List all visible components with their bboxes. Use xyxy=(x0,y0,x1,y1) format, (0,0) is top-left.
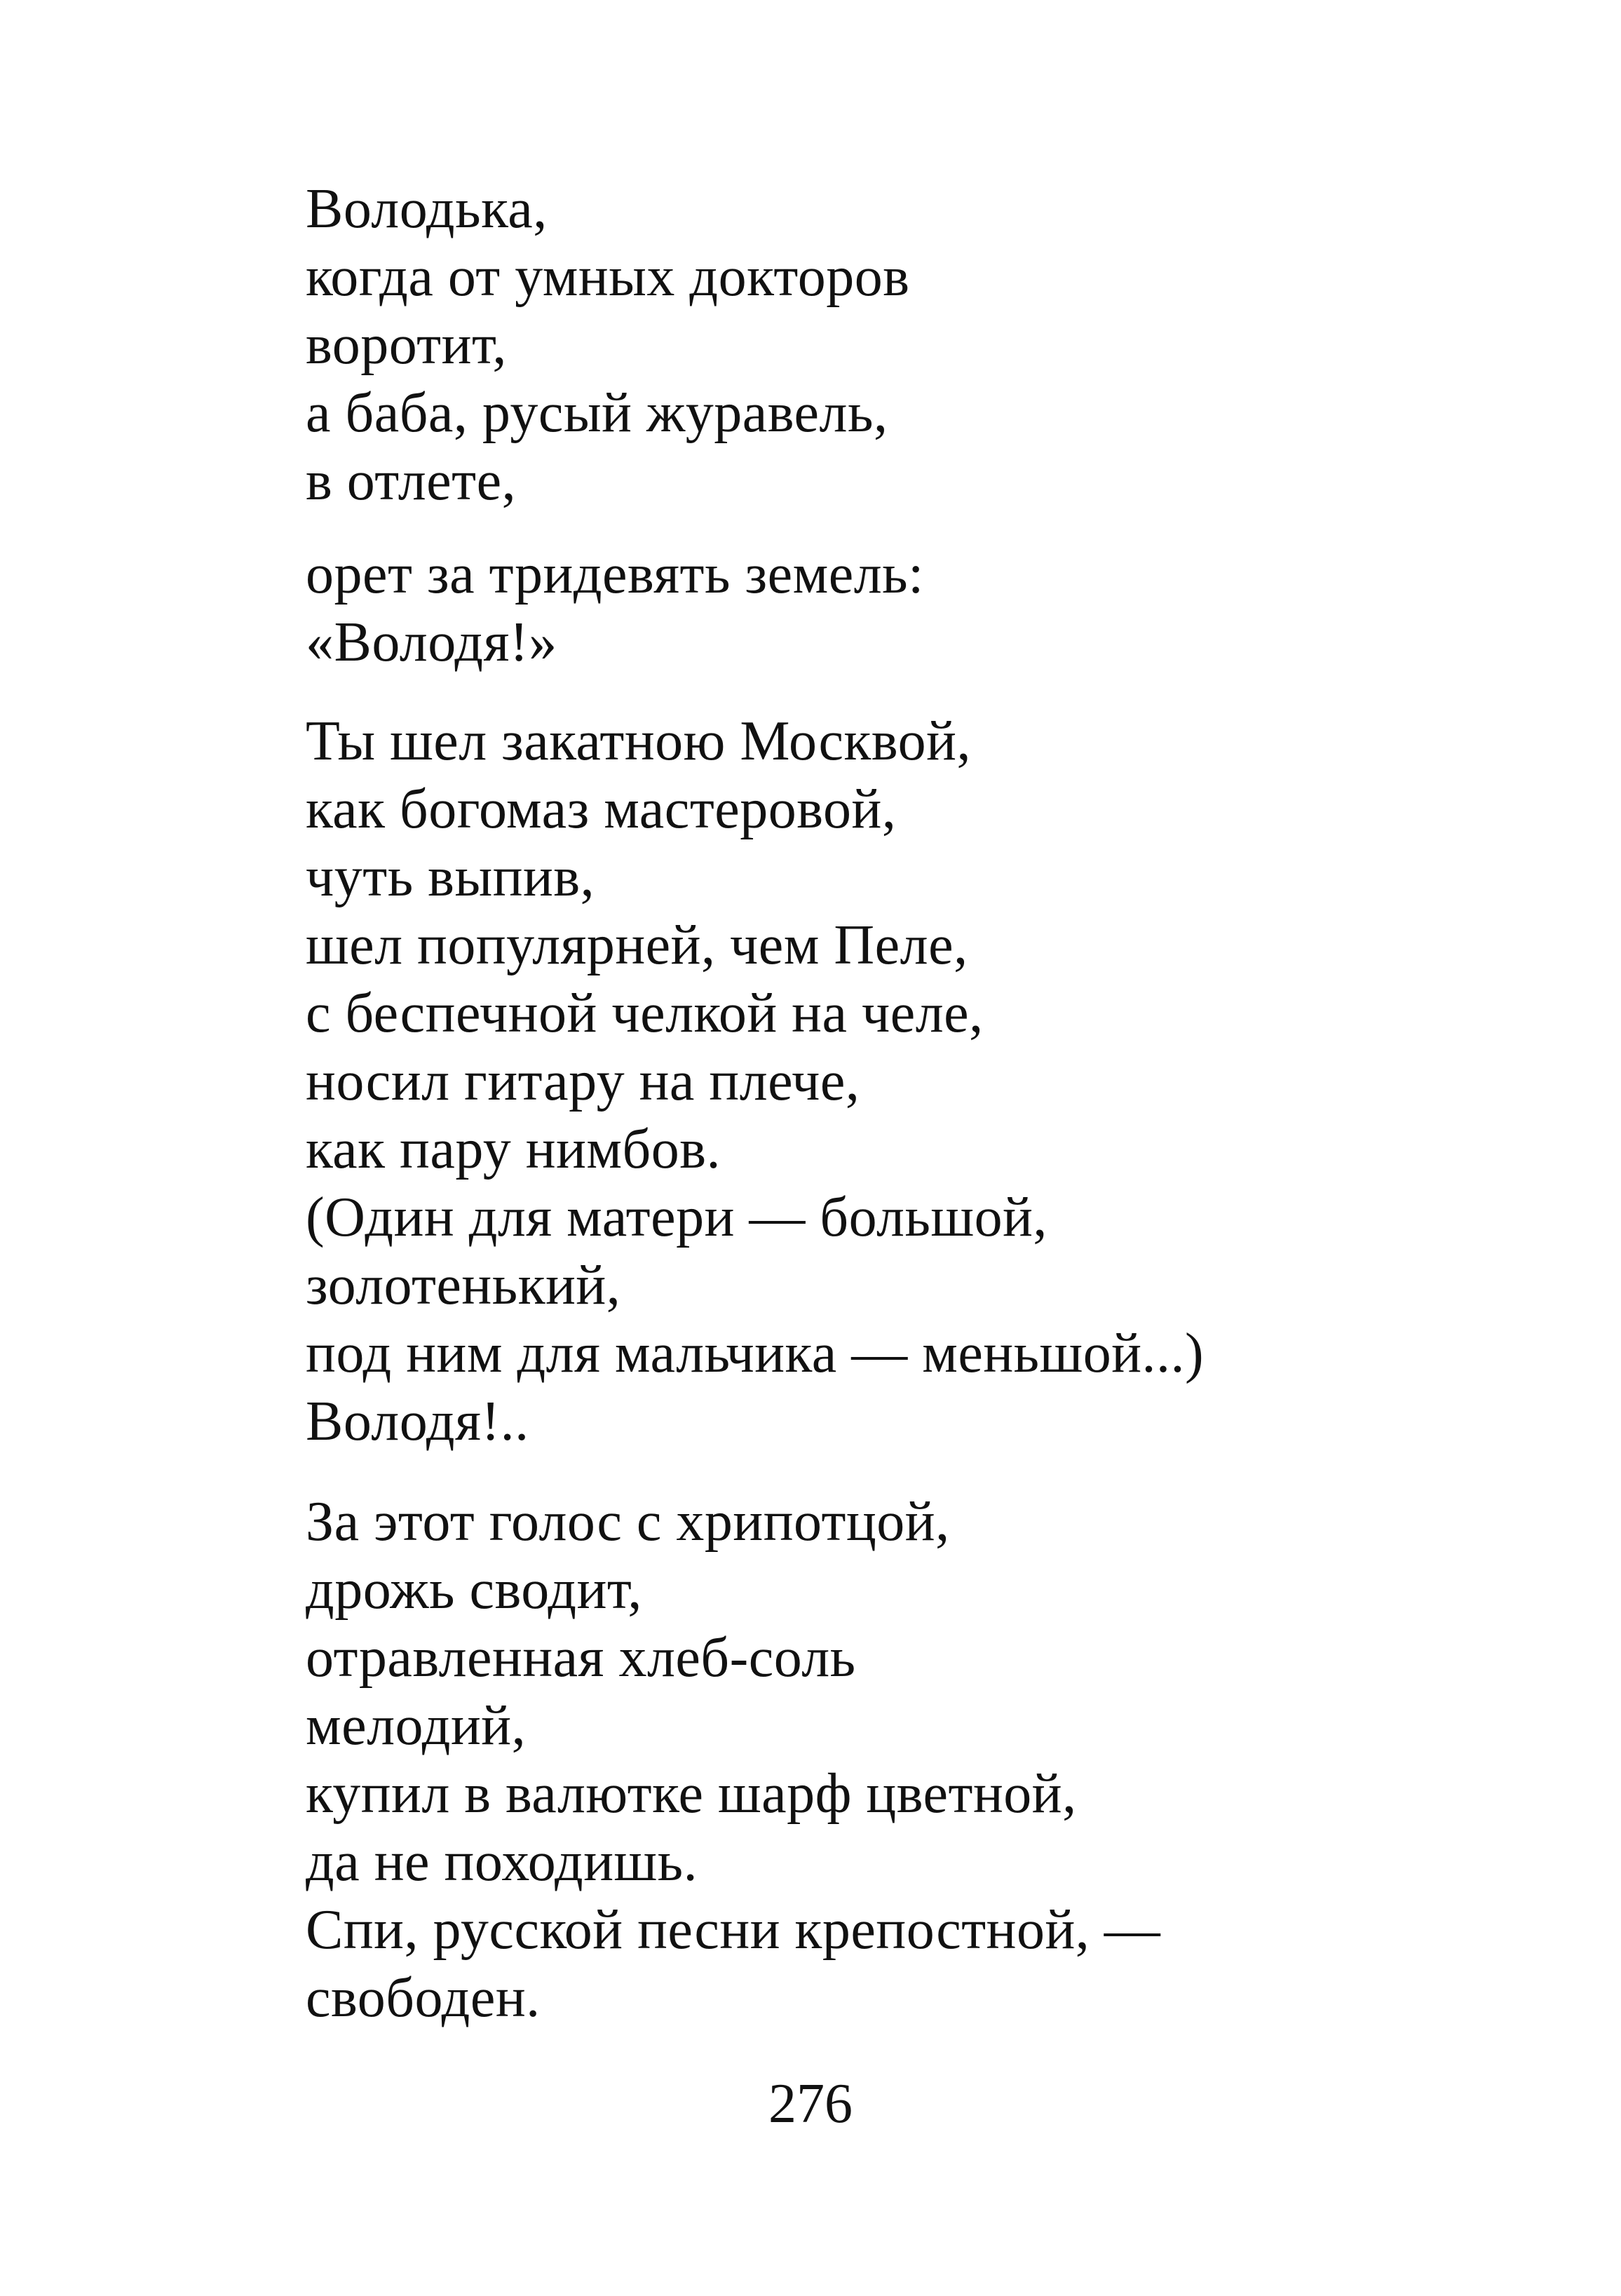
poem-line: под ним для мальчика — меньшой...) xyxy=(306,1323,1205,1384)
poem-line: как пару нимбов. xyxy=(306,1119,721,1180)
poem-line: чуть выпив, xyxy=(306,846,595,908)
poem-line: (Один для матери — большой, xyxy=(306,1187,1047,1248)
poem-line: Володя!.. xyxy=(306,1391,529,1452)
poem-line: когда от умных докторов xyxy=(306,246,910,308)
poem-line: За этот голос с хрипотцой, xyxy=(306,1491,950,1553)
stanza-1 xyxy=(306,175,1357,515)
poem-line: дрожь сводит, xyxy=(306,1559,642,1621)
poem-line: с беспечной челкой на челе, xyxy=(306,982,984,1044)
poem-line: а баба, русый журавель, xyxy=(306,382,888,444)
poem-line: отравленная хлеб-соль xyxy=(306,1627,856,1689)
poem-line: носил гитару на плече, xyxy=(306,1051,860,1112)
poem-line: купил в валютке шарф цветной, xyxy=(306,1763,1077,1825)
poem-line: Володька, xyxy=(306,178,548,240)
poem-line: шел популярней, чем Пеле, xyxy=(306,914,968,976)
poem-line: Спи, русской песни крепостной, — xyxy=(306,1899,1161,1961)
poem-line: Ты шел закатною Москвой, xyxy=(306,710,971,772)
poem-line: золотенький, xyxy=(306,1255,621,1316)
poem-line: орет за тридевять земель: xyxy=(306,543,924,605)
poem-line: воротит, xyxy=(306,314,507,376)
poem-line: мелодий, xyxy=(306,1695,527,1757)
stanza-4 xyxy=(306,1488,1357,2032)
poem-line: «Володя!» xyxy=(306,612,557,673)
poem xyxy=(306,175,1357,2032)
poem-line: свободен. xyxy=(306,1967,541,2029)
page-number: 276 xyxy=(768,2073,853,2135)
stanza-3 xyxy=(306,708,1357,1456)
poem-line: да не походишь. xyxy=(306,1831,698,1893)
stanza-2 xyxy=(306,541,1357,677)
poem-line: в отлете, xyxy=(306,450,517,512)
poem-line: как богомаз мастеровой, xyxy=(306,778,897,840)
